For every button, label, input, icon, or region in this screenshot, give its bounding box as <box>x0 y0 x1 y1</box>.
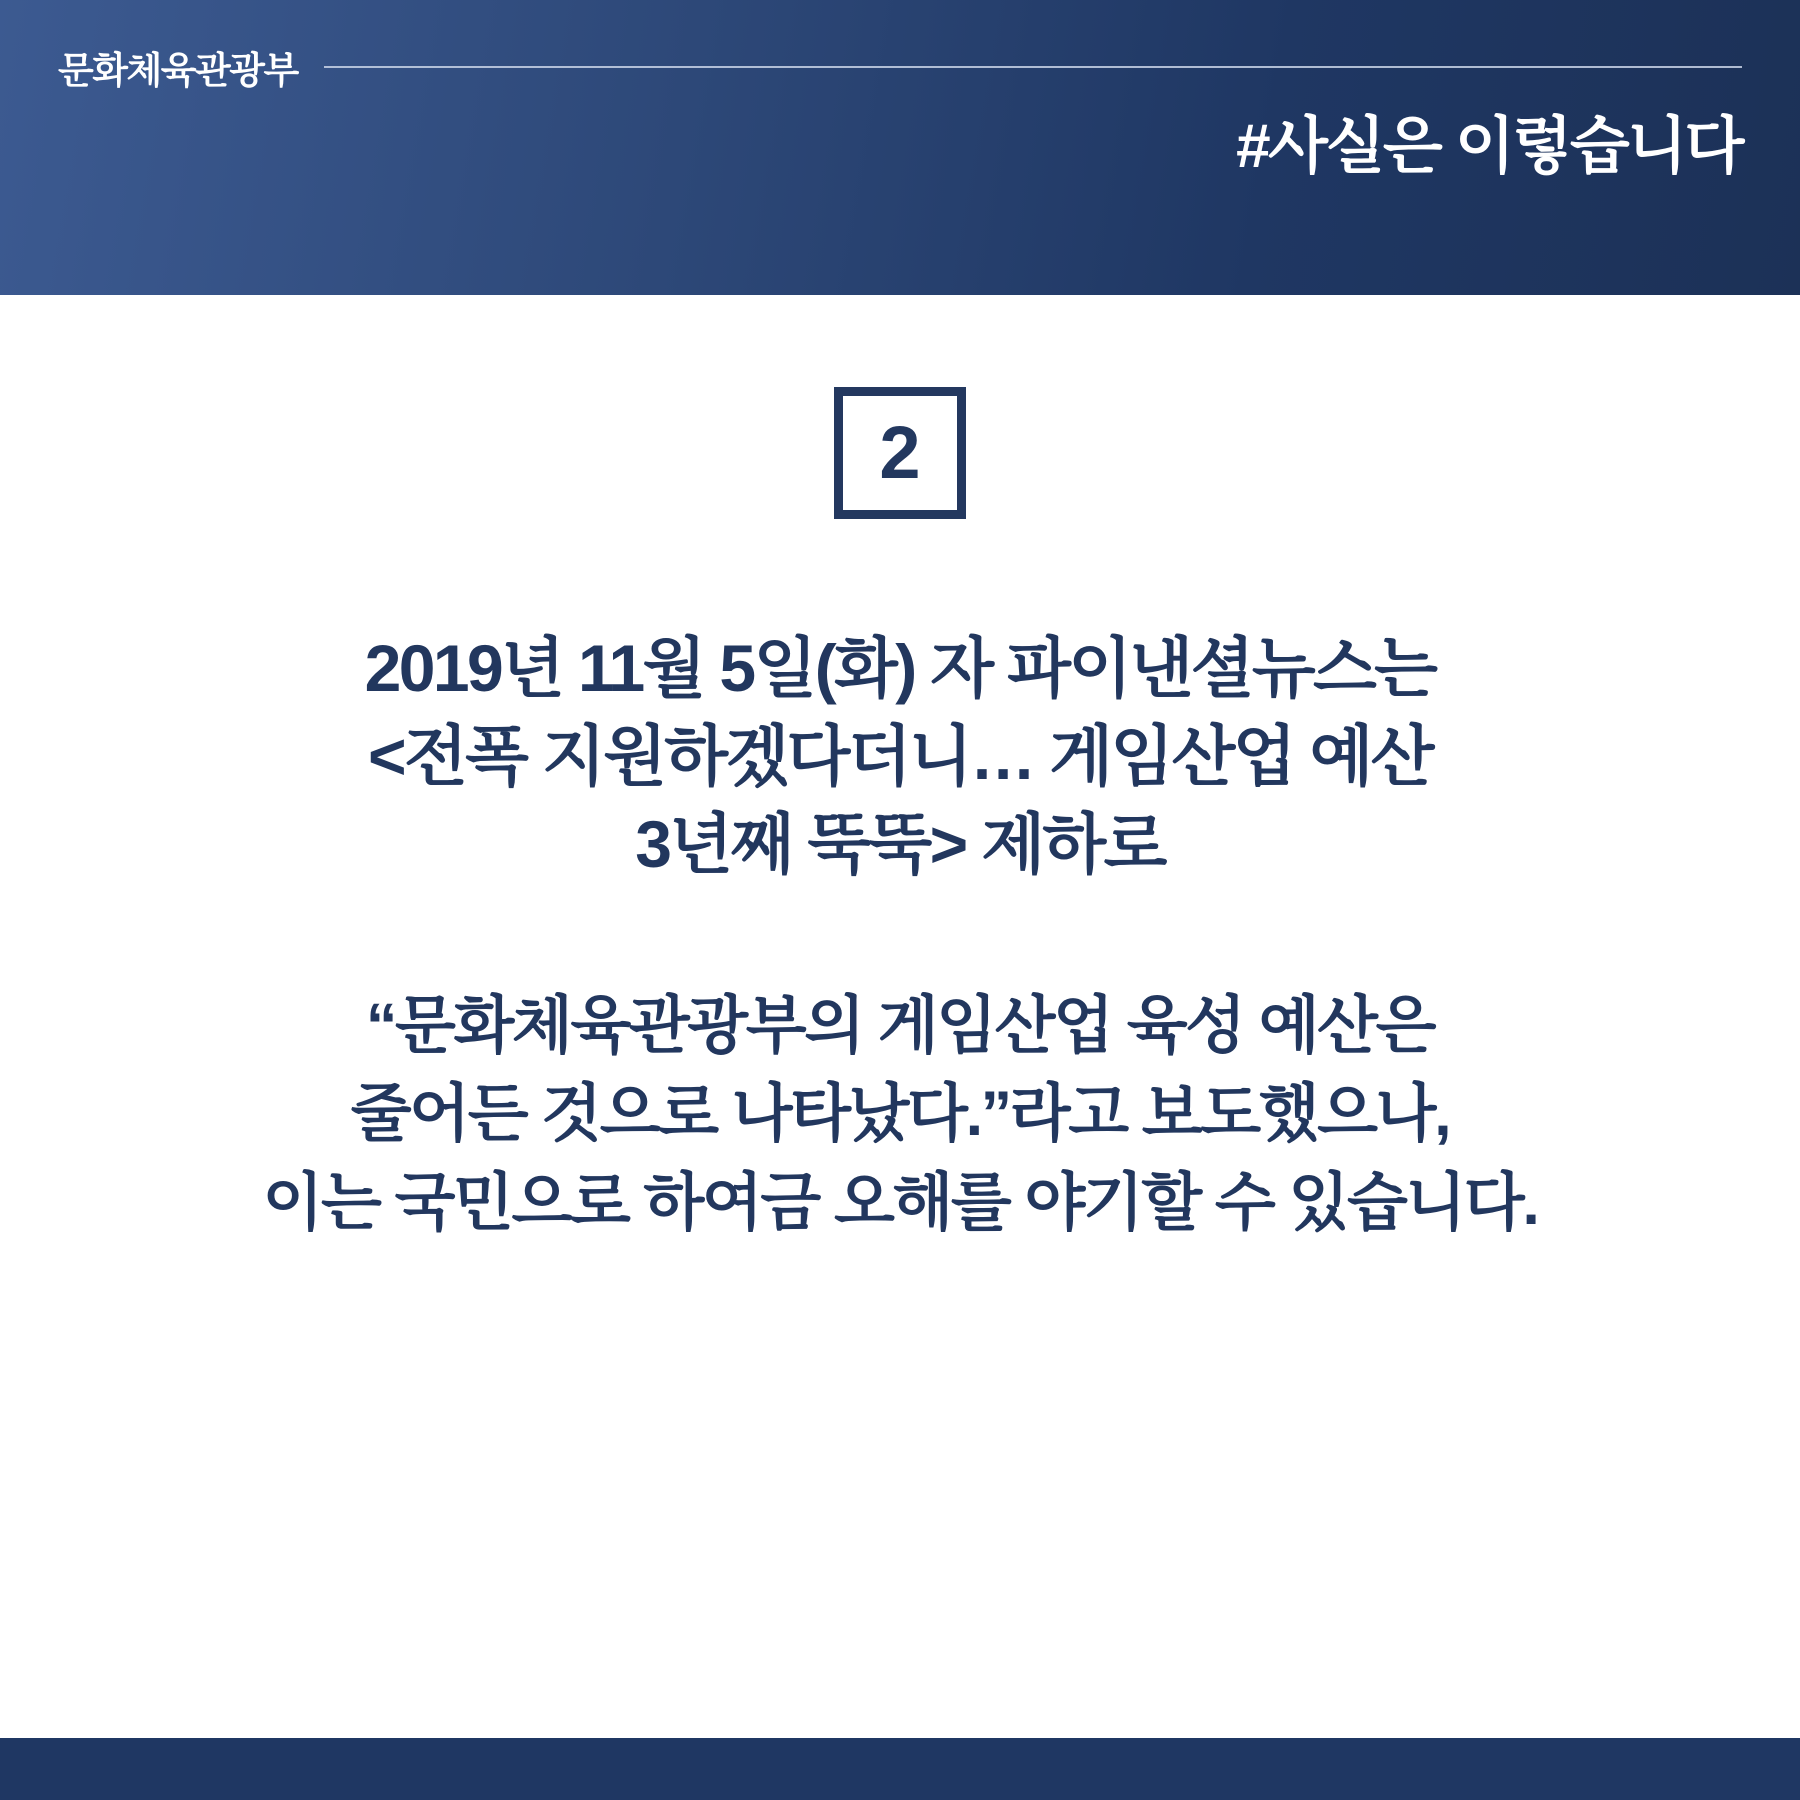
step-number-badge <box>834 387 966 519</box>
header-divider-line <box>324 66 1742 68</box>
headline-text <box>110 625 1690 888</box>
headline-line-2: <전폭 지원하겠다더니… 게임산업 예산 <box>368 718 1432 793</box>
card-header <box>0 0 1800 295</box>
quote-line-1: “문화체육관광부의 게임산업 육성 예산은 <box>365 991 1435 1062</box>
headline-line-1: 2019년 11월 5일(화) 자 파이낸셜뉴스는 <box>364 631 1436 705</box>
card-footer-bar <box>0 1738 1800 1800</box>
card-body <box>0 295 1800 1738</box>
headline-line-3: 3년째 뚝뚝> 제하로 <box>635 806 1165 881</box>
ministry-row <box>58 40 1742 94</box>
quote-line-2: 줄어든 것으로 나타났다.”라고 보도했으나, <box>350 1079 1450 1150</box>
quote-line-3: 이는 국민으로 하여금 오해를 야기할 수 있습니다. <box>262 1167 1538 1238</box>
step-number-text: 2 <box>879 411 921 494</box>
hashtag-title: #사실은 이렇습니다 <box>1236 112 1742 181</box>
ministry-name: 문화체육관광부 <box>58 50 298 91</box>
quote-text <box>110 982 1690 1247</box>
